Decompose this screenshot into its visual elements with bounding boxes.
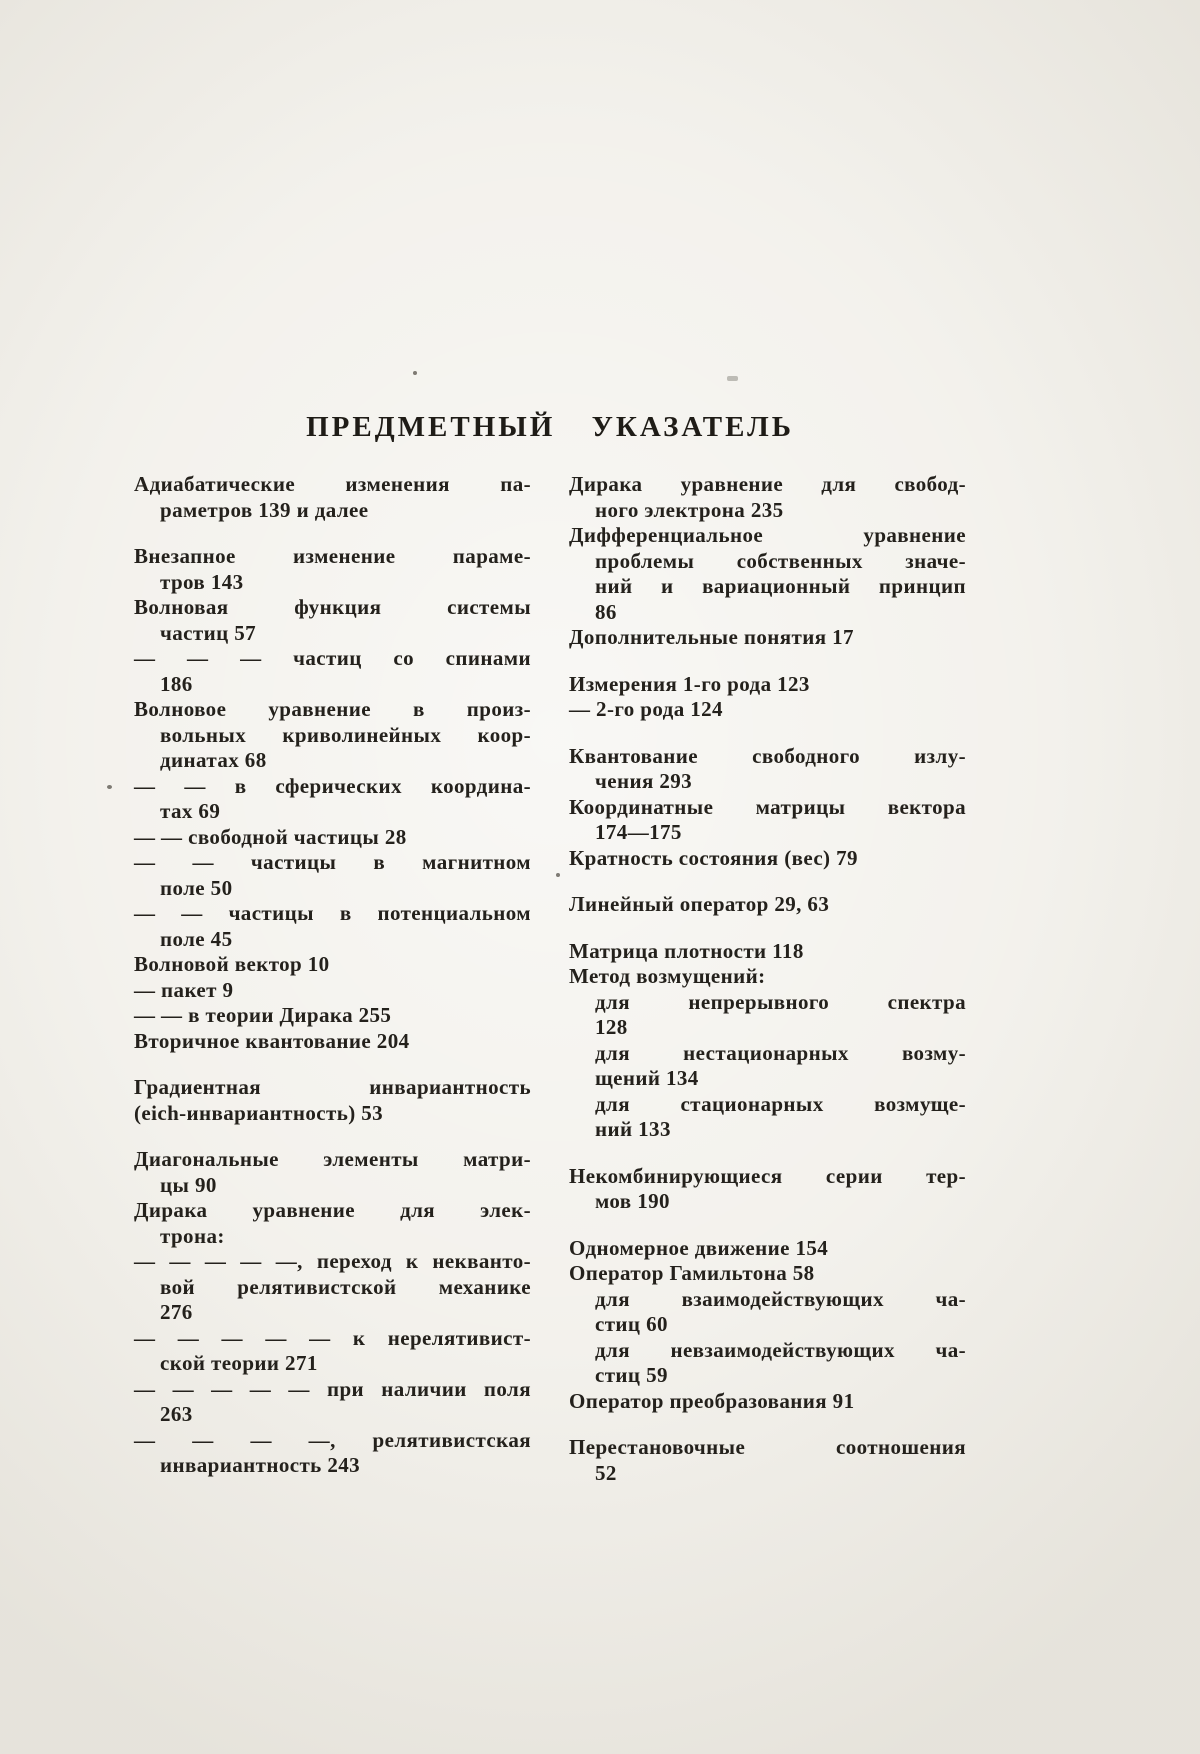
index-entry-line: Координатные матрицы вектора [569, 794, 966, 819]
index-entry-line: 263 [160, 1402, 193, 1426]
ink-speck [107, 785, 112, 789]
page-title: ПРЕДМЕТНЫЙ УКАЗАТЕЛЬ [306, 411, 794, 443]
index-entry-line: Дополнительные понятия 17 [569, 625, 854, 649]
ink-speck [413, 371, 417, 375]
index-entry-line: 186 [160, 671, 193, 696]
index-column-left [134, 472, 531, 1486]
index-entry [569, 1236, 966, 1262]
index-entry [134, 850, 531, 901]
index-entry-line: 276 [160, 1300, 193, 1324]
index-entry-line: проблемы собственных значе- [595, 548, 966, 573]
index-entry-line: 174—175 [595, 820, 682, 844]
index-entry-line: вольных криволинейных коор- [160, 722, 531, 747]
index-page [134, 410, 966, 1486]
index-entry [569, 795, 966, 846]
index-entry-line: Волновая функция системы [134, 595, 531, 619]
index-entry [569, 990, 966, 1041]
index-entry [134, 978, 531, 1004]
index-entry-line: частиц 57 [160, 620, 257, 645]
index-entry [134, 1029, 531, 1055]
index-entry-line: для непрерывного спектра [595, 989, 966, 1014]
index-entry-line: для невзаимодействующих ча- [595, 1337, 966, 1362]
index-entry-line: (eich-инвариантность) 53 [134, 1100, 384, 1125]
index-entry-line: динатах 68 [160, 748, 267, 772]
index-entry-line: стиц 59 [595, 1363, 668, 1387]
index-entry [569, 939, 966, 965]
index-entry-line: цы 90 [160, 1172, 217, 1197]
index-entry-line: — — — — — при наличии поля [134, 1376, 531, 1401]
index-entry-line: стиц 60 [595, 1312, 668, 1336]
index-entry-line: 128 [595, 1015, 628, 1039]
index-entry-line: Диагональные элементы матри- [134, 1147, 531, 1171]
index-entry-line: Одномерное движение 154 [569, 1235, 829, 1260]
index-entry [569, 625, 966, 651]
index-entry-line: Адиабатические изменения па- [134, 472, 531, 496]
index-entry-line: Дифференциальное уравнение [569, 523, 966, 547]
index-entry [569, 1287, 966, 1338]
index-entry [134, 595, 531, 646]
index-entry [134, 1075, 531, 1126]
index-entry-line: ного электрона 235 [595, 497, 784, 522]
index-entry [134, 1147, 531, 1198]
index-entry [134, 472, 531, 523]
index-entry-line: Дирака уравнение для элек- [134, 1198, 531, 1222]
index-entry [569, 1338, 966, 1389]
index-entry-line: Внезапное изменение параме- [134, 544, 531, 568]
index-entry [569, 1435, 966, 1486]
index-entry-line: Линейный оператор 29, 63 [569, 892, 830, 916]
index-entry-line: тров 143 [160, 569, 244, 594]
index-entry [569, 523, 966, 625]
index-entry-line: трона: [160, 1223, 225, 1248]
index-entry [569, 846, 966, 872]
index-entry [134, 825, 531, 851]
ink-smudge [727, 376, 738, 381]
index-entry [134, 952, 531, 978]
index-entry-line: для нестационарных возму- [595, 1040, 966, 1065]
index-entry-line: Матрица плотности 118 [569, 938, 804, 963]
index-entry-line: — — в сферических координа- [134, 773, 531, 798]
index-entry-line: Метод возмущений: [569, 964, 766, 988]
index-entry-line: вой релятивистской механике [160, 1274, 531, 1299]
index-entry-line: для взаимодействующих ча- [595, 1286, 966, 1311]
index-entry-line: ской теории 271 [160, 1351, 318, 1375]
index-entry-line: тах 69 [160, 799, 221, 823]
index-column-right [569, 472, 966, 1486]
index-entry [134, 1003, 531, 1029]
index-entry-line: 52 [595, 1460, 617, 1485]
index-entry-line: инвариантность 243 [160, 1453, 361, 1477]
index-entry-line: щений 134 [595, 1066, 699, 1090]
index-entry-line: раметров 139 и далее [160, 497, 369, 522]
index-entry [569, 1389, 966, 1415]
index-entry-line: мов 190 [595, 1189, 670, 1213]
index-entry-line: Вторичное квантование 204 [134, 1028, 410, 1053]
index-columns [134, 472, 966, 1486]
index-entry-line: Дирака уравнение для свобод- [569, 472, 966, 496]
index-entry [569, 1261, 966, 1287]
index-entry-line: чения 293 [595, 769, 693, 793]
index-entry [134, 1377, 531, 1428]
index-entry [569, 1164, 966, 1215]
index-entry-line: — — частицы в магнитном [134, 850, 531, 874]
index-entry [134, 774, 531, 825]
index-entry [134, 1428, 531, 1479]
index-entry-line: — — — частиц со спинами [134, 646, 531, 670]
index-entry [134, 544, 531, 595]
index-entry-line: — — — — — к нерелятивист- [134, 1325, 531, 1350]
index-entry-line: — — — —, релятивистская [134, 1427, 531, 1452]
index-entry-line: ний и вариационный принцип [595, 574, 966, 598]
index-entry-line: для стационарных возмуще- [595, 1091, 966, 1116]
index-entry-line: — пакет 9 [134, 977, 234, 1002]
index-entry-line: Волновое уравнение в произ- [134, 697, 531, 721]
index-entry-line: Некомбинирующиеся серии тер- [569, 1163, 966, 1188]
index-entry [134, 1249, 531, 1326]
index-entry-line: поле 45 [160, 926, 233, 951]
index-entry-line: — 2-го рода 124 [569, 697, 723, 721]
index-entry-line: Градиентная инвариантность [134, 1075, 531, 1099]
index-entry-line: поле 50 [160, 875, 233, 900]
index-entry-line: Квантование свободного излу- [569, 743, 966, 768]
index-entry-line: Перестановочные соотношения [569, 1435, 966, 1459]
index-entry [569, 472, 966, 523]
index-entry [569, 744, 966, 795]
index-entry-line: — — в теории Дирака 255 [134, 1003, 392, 1027]
index-entry-line: Оператор преобразования 91 [569, 1388, 855, 1413]
index-entry [569, 964, 966, 990]
index-entry [569, 672, 966, 698]
index-entry [134, 646, 531, 697]
index-entry [569, 1092, 966, 1143]
index-entry [134, 697, 531, 774]
index-entry [134, 1198, 531, 1249]
index-entry-line: Измерения 1-го рода 123 [569, 671, 810, 696]
index-entry-line: ний 133 [595, 1117, 671, 1141]
index-entry-line: 86 [595, 599, 617, 624]
index-entry-line: Кратность состояния (вес) 79 [569, 845, 858, 870]
index-entry [134, 901, 531, 952]
index-entry [569, 892, 966, 918]
index-entry [134, 1326, 531, 1377]
index-entry-line: — — свободной частицы 28 [134, 824, 407, 849]
index-entry [569, 697, 966, 723]
index-entry-line: Волновой вектор 10 [134, 952, 330, 976]
index-entry-line: — — — — —, переход к некванто- [134, 1249, 531, 1273]
index-entry-line: — — частицы в потенциальном [134, 901, 531, 925]
index-entry-line: Оператор Гамильтона 58 [569, 1261, 815, 1285]
index-entry [569, 1041, 966, 1092]
